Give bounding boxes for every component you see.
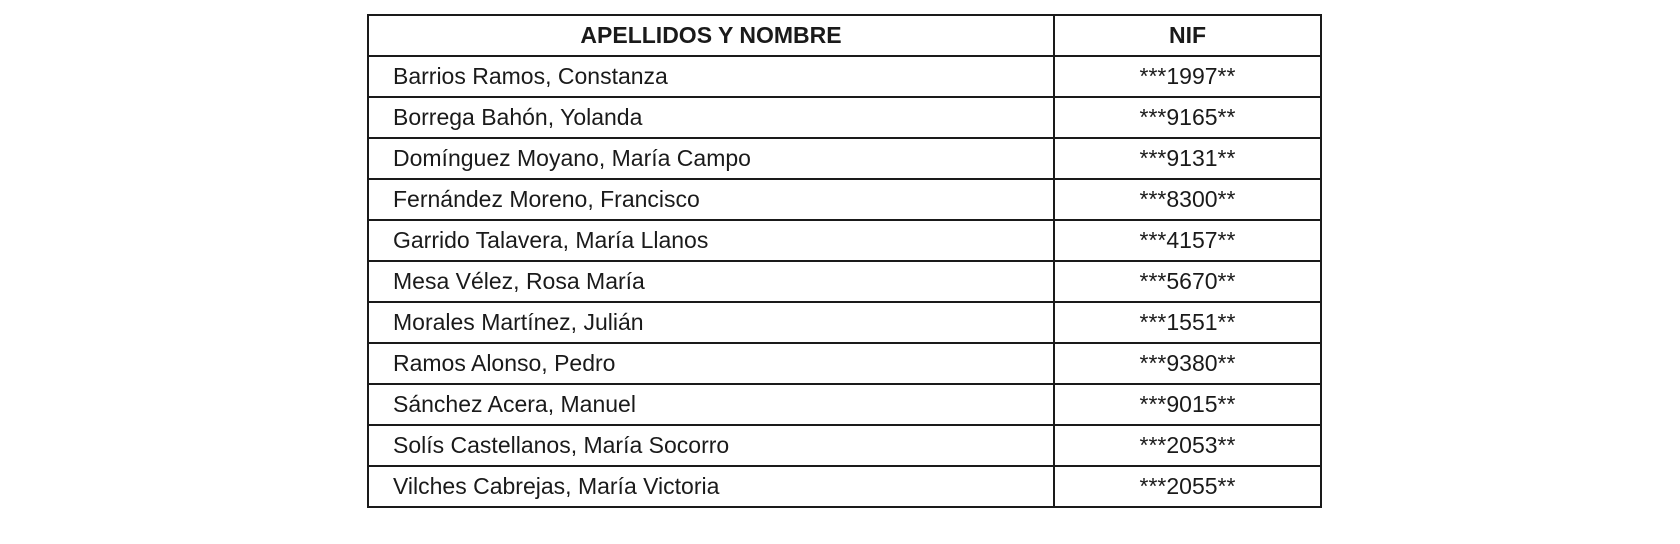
cell-nif: ***1997** bbox=[1054, 56, 1321, 97]
cell-name: Borrega Bahón, Yolanda bbox=[368, 97, 1054, 138]
cell-name: Fernández Moreno, Francisco bbox=[368, 179, 1054, 220]
table-body bbox=[368, 56, 1321, 507]
table-row bbox=[368, 220, 1321, 261]
cell-nif: ***9165** bbox=[1054, 97, 1321, 138]
cell-nif: ***1551** bbox=[1054, 302, 1321, 343]
cell-nif: ***2053** bbox=[1054, 425, 1321, 466]
header-row bbox=[368, 15, 1321, 56]
table-row bbox=[368, 302, 1321, 343]
table-header bbox=[368, 15, 1321, 56]
cell-nif: ***9131** bbox=[1054, 138, 1321, 179]
cell-nif: ***9015** bbox=[1054, 384, 1321, 425]
table-row bbox=[368, 466, 1321, 507]
cell-nif: ***8300** bbox=[1054, 179, 1321, 220]
cell-nif: ***2055** bbox=[1054, 466, 1321, 507]
cell-name: Vilches Cabrejas, María Victoria bbox=[368, 466, 1054, 507]
table-row bbox=[368, 97, 1321, 138]
table-row bbox=[368, 425, 1321, 466]
cell-name: Domínguez Moyano, María Campo bbox=[368, 138, 1054, 179]
cell-name: Sánchez Acera, Manuel bbox=[368, 384, 1054, 425]
column-header-nif: NIF bbox=[1054, 15, 1321, 56]
table-row bbox=[368, 179, 1321, 220]
cell-name: Mesa Vélez, Rosa María bbox=[368, 261, 1054, 302]
table-row bbox=[368, 138, 1321, 179]
cell-name: Solís Castellanos, María Socorro bbox=[368, 425, 1054, 466]
table-row bbox=[368, 261, 1321, 302]
cell-nif: ***4157** bbox=[1054, 220, 1321, 261]
table-row bbox=[368, 343, 1321, 384]
table-row bbox=[368, 56, 1321, 97]
table-row bbox=[368, 384, 1321, 425]
cell-nif: ***9380** bbox=[1054, 343, 1321, 384]
persons-table bbox=[367, 14, 1322, 508]
cell-name: Ramos Alonso, Pedro bbox=[368, 343, 1054, 384]
cell-name: Barrios Ramos, Constanza bbox=[368, 56, 1054, 97]
column-header-name: APELLIDOS Y NOMBRE bbox=[368, 15, 1054, 56]
cell-nif: ***5670** bbox=[1054, 261, 1321, 302]
cell-name: Garrido Talavera, María Llanos bbox=[368, 220, 1054, 261]
cell-name: Morales Martínez, Julián bbox=[368, 302, 1054, 343]
